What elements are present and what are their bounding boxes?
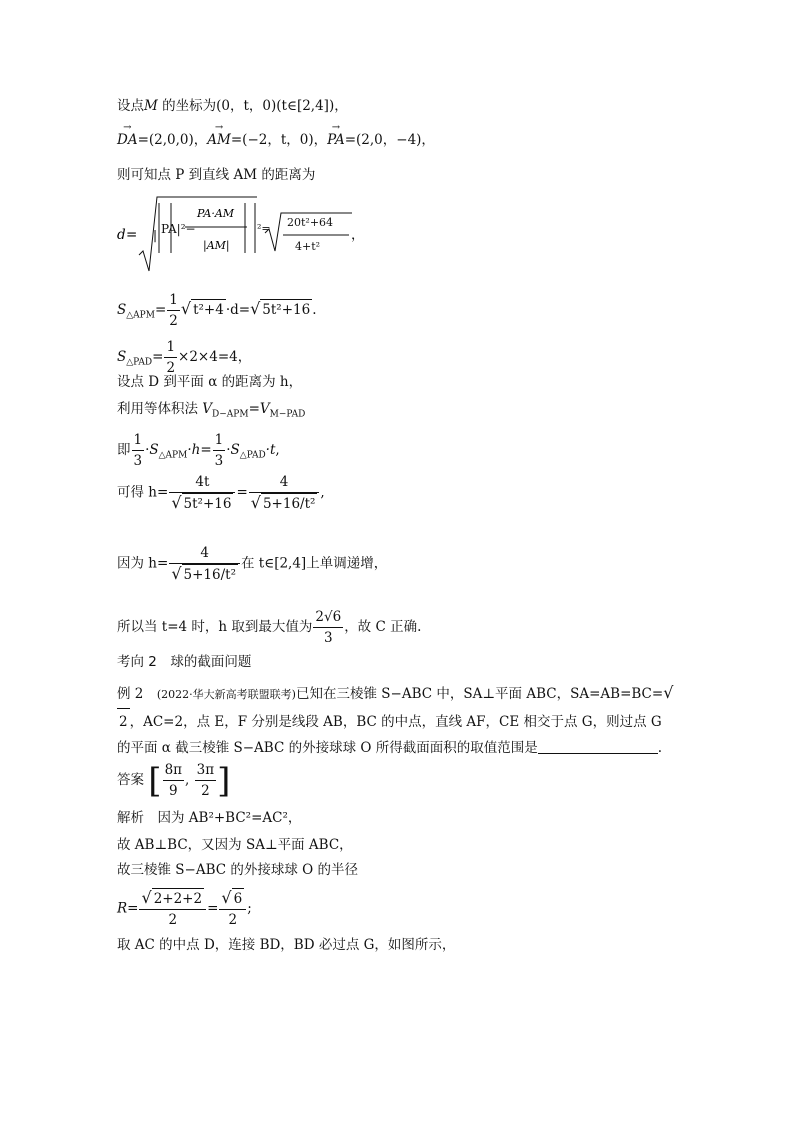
section-heading: 考向 2 球的截面问题 bbox=[117, 654, 252, 670]
document-page: 设点M 的坐标为(0，t，0)(t∈[2,4])， → DA=(2,0,0)，→ AM=(−2，t，0)，→ PA=(2,0，−4)， 则可知点 P 到直线 AM 的距离为 d = | PA·AM |AM| |PA|²− ²= 20t²+64 4+t² ， $S_{\triangle APM}=$ $\frac{1}{2}$ √ t²+4 ·d=√ 5t²+16 . $S_{\triangle PAD}=$ $\frac{1}{2}$ ×2×4=4， 设点 D 到平面 α 的距离为 h， 利用等体积法 $V_{D-APM}=V_{M-PAD}$ 即 $\frac{1}{3}$ $\cdot S_{\triangle APM}\cdot h=$ $\frac{1}{3}$ $\cdot S_{\triangle PAD}\cdot t$, 可得 h= $\frac{4t}{\text{√ 5t²+16}}$ = $\frac{4}{\text{√ 5+16/t²}}$ , 因为 h= $\frac{4}{\text{√ 5+16/t²}}$ 在 t∈[2,4]上单调递增， 所以当 t=4 时，h 取到最大值为 $\frac{2√6}{3}$ ，故 C 正确. 考向 2 球的截面问题 例 2 (2022·华大新高考联盟联考)已知在三棱锥 S−ABC 中，SA⊥平面 ABC，SA=AB=BC=√2 ，AC=2，点 E，F 分别是线段 AB，BC 的中点，直线 AF，CE 相交于点 G，则过点 G 的平面 α 截三棱锥 S−ABC 的外接球球 O 所得截面面积的取值范围是 . 答案 [ $\frac{8\pi}{9}$ , $\frac{3\pi}{2}$ ] 解析 因为 AB²+BC²=AC²， 故 AB⊥BC，又因为 SA⊥平面 ABC， 故三棱锥 S−ABC 的外接球球 O 的半径 R= $\frac{√ 2+2+2}{2}$ = $\frac{√ 6}{2}$ ; 取 AC 的中点 D，连接 BD，BD 必过点 G，如图所示， bbox=[0, 0, 794, 1123]
line-distance-intro: 则可知点 P 到直线 AM 的距离为 bbox=[117, 167, 316, 183]
line-S-APM: $S_{\triangle APM}=$ $\frac{1}{2}$ √ t²+4 ·d=√ 5t²+16 . bbox=[117, 292, 317, 329]
svg-text:|AM|: |AM| bbox=[203, 239, 230, 252]
line-namely: 即 $\frac{1}{3}$ $\cdot S_{\triangle APM}\cdot h=$ $\frac{1}{3}$ $\cdot S_{\triangle PAD}\cdot t$, bbox=[117, 432, 280, 469]
line-set-h: 设点 D 到平面 α 的距离为 h， bbox=[117, 374, 303, 390]
answer-line: 答案 [ $\frac{8\pi}{9}$ , $\frac{3\pi}{2}$ ] bbox=[117, 760, 231, 801]
d-symbol: d bbox=[117, 227, 126, 243]
line-solve-h: 可得 h= $\frac{4t}{\text{√ 5t²+16}}$ = $\frac{4}{\text{√ 5+16/t²}}$ , bbox=[117, 474, 325, 512]
answer-blank[interactable] bbox=[538, 739, 658, 754]
analysis-line-2: 故 AB⊥BC，又因为 SA⊥平面 ABC， bbox=[117, 837, 353, 853]
analysis-line-3: 故三棱锥 S−ABC 的外接球球 O 的半径 bbox=[117, 862, 359, 878]
analysis-line-4: 取 AC 的中点 D，连接 BD，BD 必过点 G，如图所示， bbox=[117, 937, 456, 953]
radius-formula: R= $\frac{√ 2+2+2}{2}$ = $\frac{√ 6}{2}$ ; bbox=[117, 888, 252, 928]
example-2: 例 2 (2022·华大新高考联盟联考)已知在三棱锥 S−ABC 中，SA⊥平面 ABC，SA=AB=BC=√2 ，AC=2，点 E，F 分别是线段 AB，BC 的中点，直线 AF，CE 相交于点 G，则过点 G 的平面 α 截三棱锥 S−ABC 的外接球球 O 所得截面面积的取值范围是 . bbox=[117, 683, 674, 756]
line-monotone: 因为 h= $\frac{4}{\text{√ 5+16/t²}}$ 在 t∈[2,4]上单调递增， bbox=[117, 545, 388, 583]
line-max: 所以当 t=4 时，h 取到最大值为 $\frac{2√6}{3}$ ，故 C 正确. bbox=[117, 609, 422, 646]
eq-1: = bbox=[126, 227, 138, 243]
line-set-M: 设点M 的坐标为(0，t，0)(t∈[2,4])， bbox=[117, 98, 348, 114]
line-equal-volume: 利用等体积法 $V_{D-APM}=V_{M-PAD}$ bbox=[117, 401, 306, 420]
line-vectors: → DA=(2,0,0)，→ AM=(−2，t，0)，→ PA=(2,0，−4)， bbox=[117, 130, 435, 150]
svg-text:PA·AM: PA·AM bbox=[197, 207, 235, 220]
svg-text:|: | bbox=[153, 228, 158, 242]
analysis-line-1: 解析 因为 AB²+BC²=AC²， bbox=[117, 810, 302, 826]
line-S-PAD: $S_{\triangle PAD}=$ $\frac{1}{2}$ ×2×4=4， bbox=[117, 339, 252, 376]
distance-formula-svg bbox=[117, 195, 357, 275]
